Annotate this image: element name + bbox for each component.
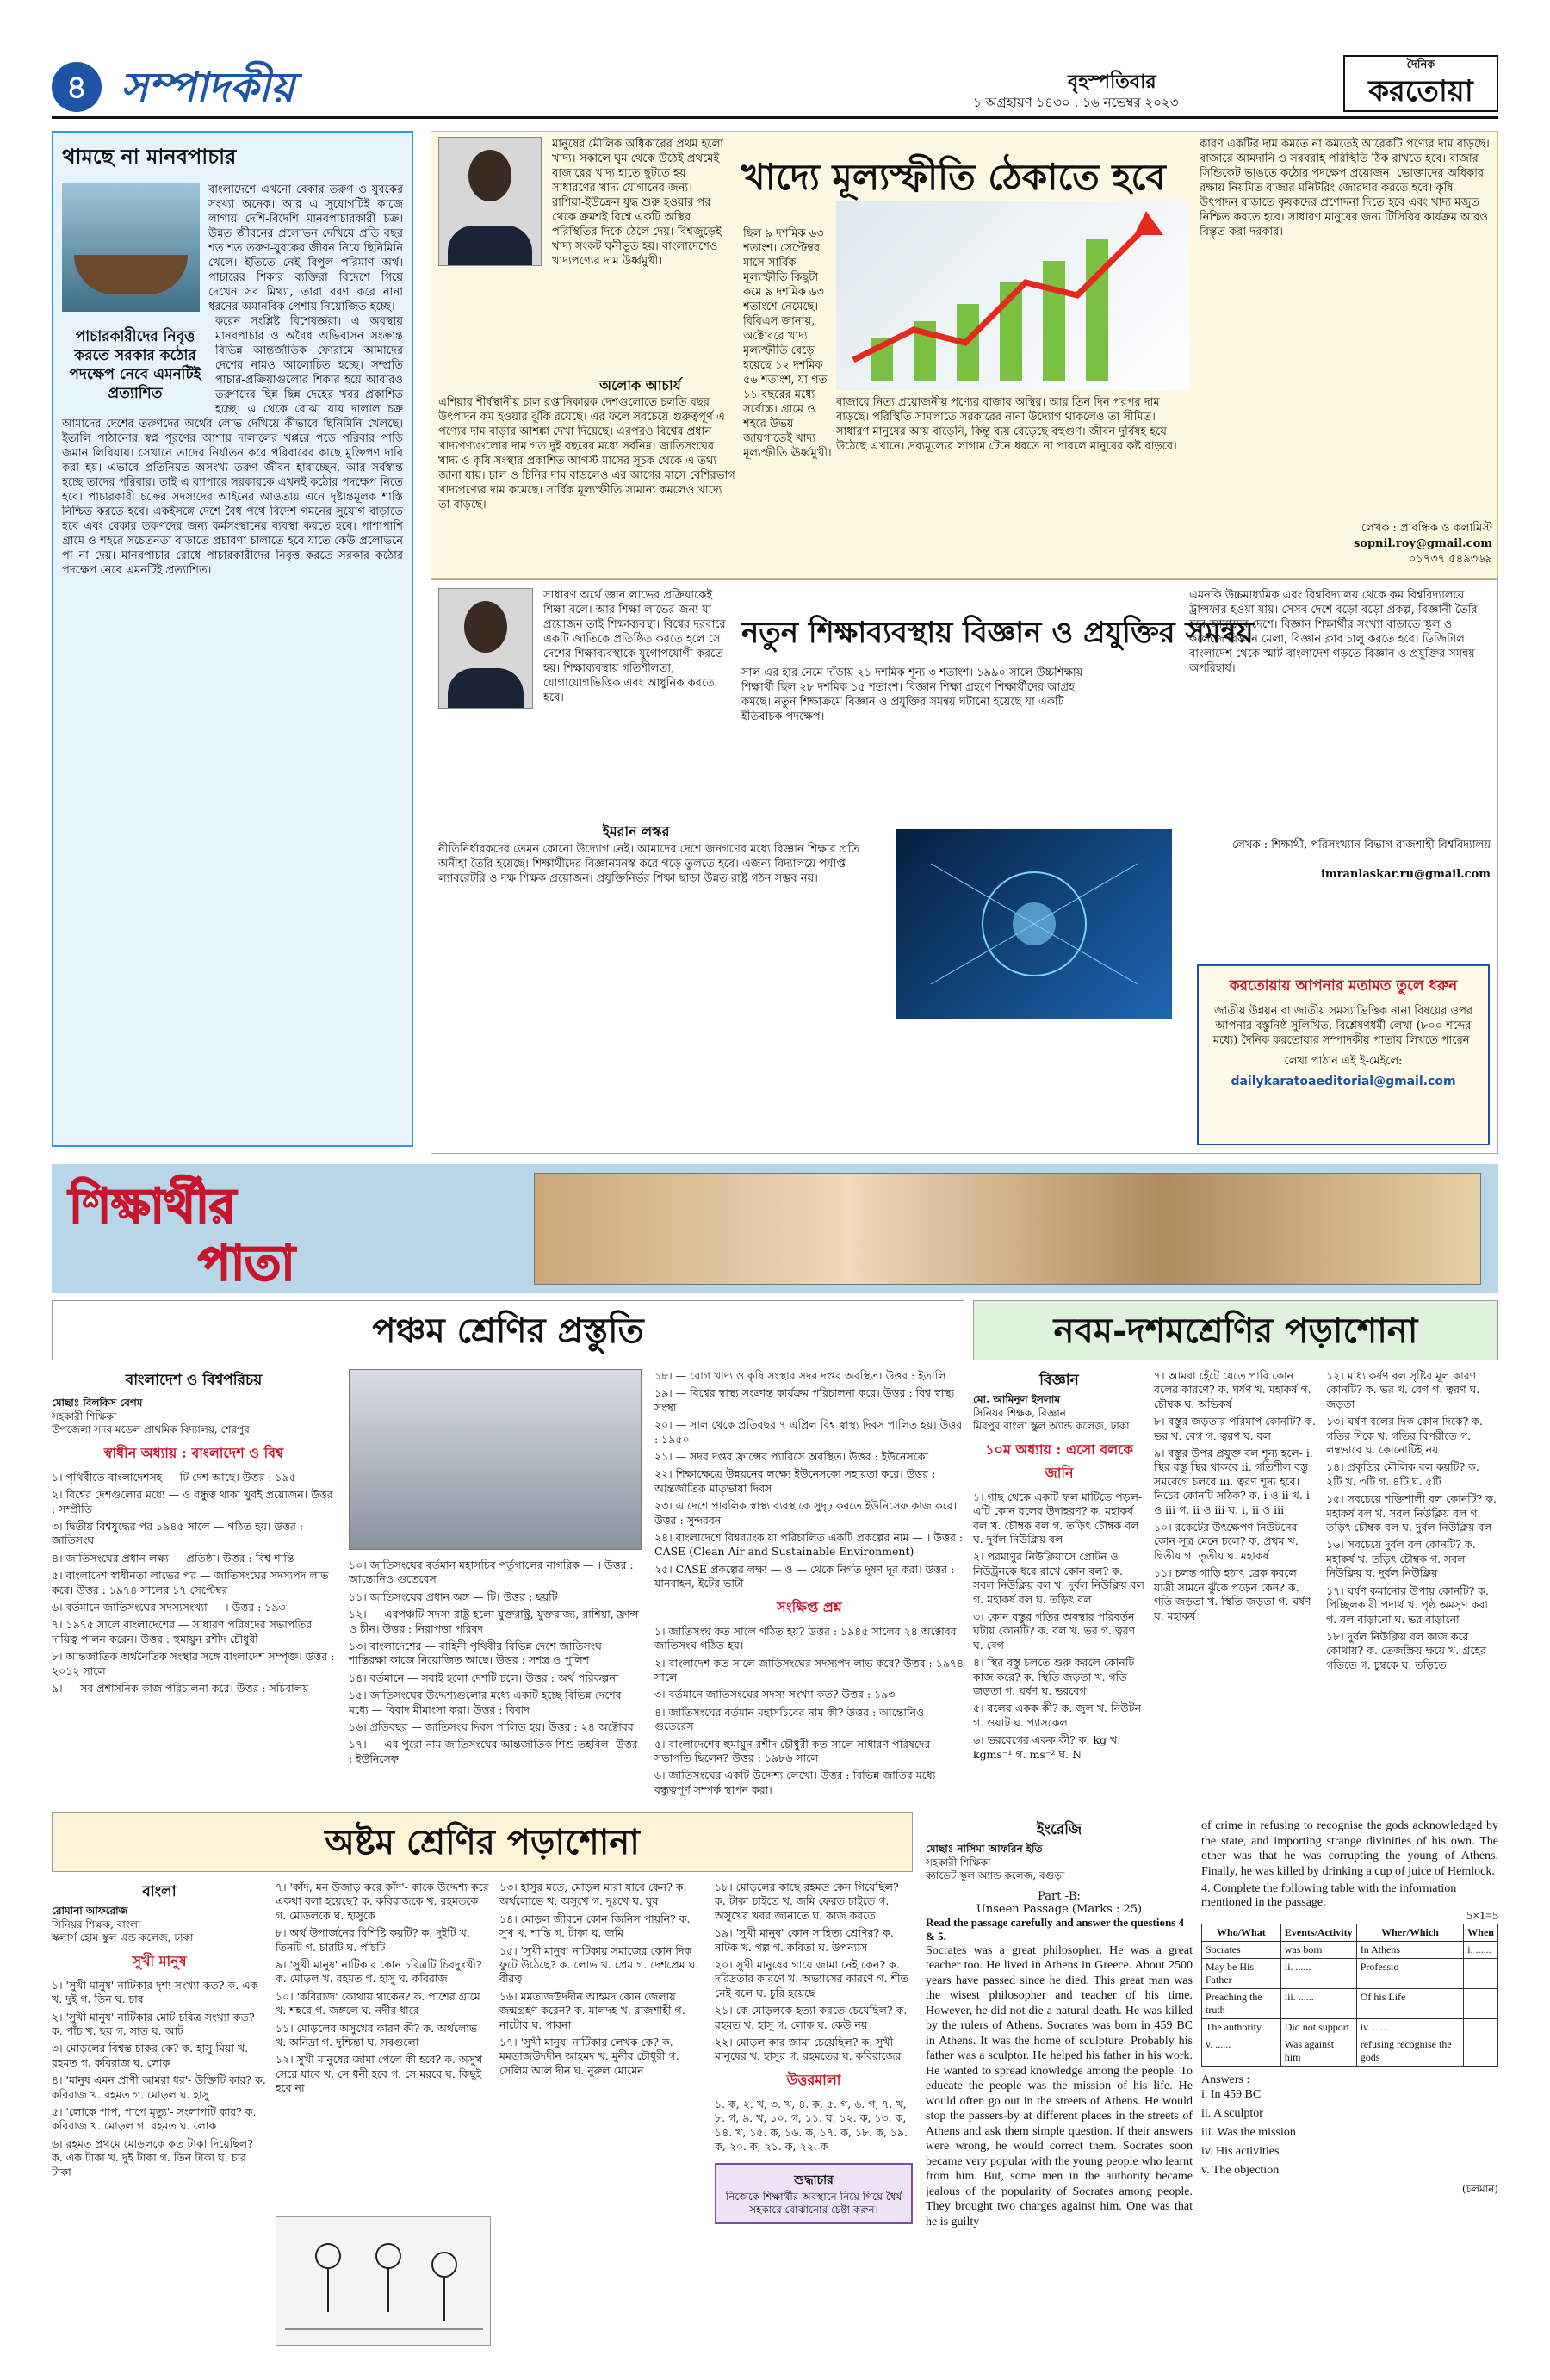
author-photo-imran [438, 588, 533, 709]
english-school: ক্যাডেট স্কুল অ্যান্ড কলেজ, বগুড়া [926, 1869, 1065, 1882]
class9-subject: বিজ্ঞান [1039, 1372, 1079, 1389]
submission-email-label: লেখা পাঠান এই ই-মেইলে: [1284, 1055, 1403, 1068]
submission-body: জাতীয় উন্নয়ন বা জাতীয় সমস্যাভিত্তিক নানা বিষয়ের ওপর আপনার বস্তুনিষ্ঠ সুলিখিত, বিশ্লেষণধর্মী লেখা (৮০০ শব্দের মধ্যে) দৈনিক করতোয়ার সম্পাদকীয় পাতায় লিখতে পারেন। [1212, 1005, 1474, 1047]
class8-questions-1 [52, 1979, 267, 2179]
class9-mcq: ৮। বস্তুর জড়তার পরিমাপ কোনটি? ক. ভর খ. বেগ গ. ত্বরণ ঘ. বল [1154, 1415, 1316, 1442]
table-header-cell: When [1464, 1924, 1498, 1942]
section-title: সম্পাদকীয় [121, 64, 295, 112]
table-cell [1464, 2036, 1498, 2067]
class8-mcq: ৩। মোড়লের বিশ্বস্ত চাকর কে? ক. হাসু মিয়া খ. রহমত গ. কবিরাজ ঘ. লোক [52, 2042, 249, 2069]
class8-mcq: ১৯। 'সুখী মানুষ' কোন সাহিত্য শ্রেণির? ক. নাটক খ. গল্প গ. কবিতা ঘ. উপন্যাস [715, 1926, 894, 1954]
table-cell: The authority [1202, 2019, 1281, 2036]
table-cell: Of his Life [1356, 1989, 1464, 2019]
class9-school: মিরপুর বাংলা স্কুল অ্যান্ড কলেজ, ঢাকা [973, 1420, 1130, 1433]
english-continued: (চলমান) [1461, 2183, 1498, 2195]
table-cell [1464, 1989, 1498, 2019]
table-row [1202, 1959, 1498, 1989]
header-day: বৃহস্পতিবার [1068, 71, 1156, 93]
class8-subject: বাংলা [142, 1883, 177, 1900]
english-passage-2: of crime in refusing to recognise the gods acknowledged by the state, and importing strange divinities of his own. The other was that he was corrupting the young of Athens. Finally, he was killed by drinking a cup of juice of Hemlock. [1201, 1819, 1498, 1878]
class8-mcq: ৪। 'মানুষ এমন প্রাণী আমরা ধর'- উক্তিটি কার? ক. কবিরাজ খ. রহমত গ. মোড়ল ঘ. হাসু [52, 2073, 266, 2101]
class8-teacher: রোমানা আফরোজ [52, 1905, 128, 1917]
students-photo [534, 1173, 1481, 1285]
class8-mcq: ২। 'সুখী মানুষ' নাটিকার মোট চরিত্র সংখ্যা কত? ক. পাঁচ খ. ছয় গ. সাত ঘ. আট [52, 2010, 255, 2037]
trafficking-body-2: করেন সংশ্লিষ্ট বিশেষজ্ঞরা। এ অবস্থায় মানবপাচার ও অবৈধ অভিবাসন সংক্রান্ত বিভিন্ন আন্তর্জাতিক ফোরামে আমাদের দেশের নামও আলোচিত হচ্ছে। সম্প্রতি পাচার-প্রক্রিয়াগুলোর শিকার হয়ে আবারও তরুণদের ছিন্ন ছিন্ন দেহের খবর প্রকাশিত হচ্ছে। এ থেকে বোঝা যায় দালাল চক্র আমাদের দেশের তরুণদের অর্থের লোভ দেখিয়ে কীভাবে ছিনিমিনি খেলছে। ইতালি পাঠানোর স্বপ্ন পূরণের আশায় দালালের খপ্পরে পড়ে পরিবার পাড়ি জমান লিবিয়ায়। সেখানে তাদের নির্যাতন করে পরিবারের কাছে মুক্তিপণ দাবি করা হয়। এভাবে প্রতিনিয়ত অসংখ্য তরুণ জীবন হারাচ্ছেন, আর সর্বস্বান্ত হচ্ছে তাদের পরিবার। তাই এ ব্যাপারে সরকারকে এখনই কঠোর পদক্ষেপ নিতে হবে। পাচারকারী চক্রের সদস্যদের আইনের আওতায় এনে দৃষ্টান্তমূলক শাস্তি নিশ্চিত করতে হবে। একইসঙ্গে দেশে বৈধ পথে বিদেশ গমনের সুযোগ বাড়াতে হবে এবং বেকার তরুণদের জন্য কর্মসংস্থানের ব্যবস্থা করতে হবে। পাশাপাশি গ্রামে ও শহরে সচেতনতা বাড়াতে প্রচারণা চালাতে হবে যাতে কেউ প্রলোভনে পা না দেয়। মানবপাচার রোধে পাচারকারীদের নিবৃত্ত করতে সরকার কঠোর পদক্ষেপ নেবে এমনটিই প্রত্যাশিত। [62, 315, 403, 577]
table-row [1202, 1942, 1498, 1959]
class9-mcq: ৩। কোন বস্তুর গতির অবস্থার পরিবর্তন ঘটায় কোনটি? ক. বল খ. ভর গ. ত্বরণ ঘ. বেগ [973, 1610, 1136, 1652]
class5-question: ২২। শিক্ষাক্ষেত্রে উন্নয়নের লক্ষ্যে ইউনেসকো সহায়তা করে। উত্তর : আন্তর্জাতিক মাতৃভাষা দিবস [654, 1467, 936, 1495]
food-col-4: কারণ একটির দাম কমতে না কমতেই আরেকটি পণ্যের দাম বাড়ছে। বাজারে আমদানি ও সরবরাহ পরিস্থিতি ঠিক রাখতে হবে। বাজার সিন্ডিকেট ভাঙতে কঠোর পদক্ষেপ প্রয়োজন। ভোক্তাদের অধিকার রক্ষায় নিয়মিত বাজার মনিটরিং জোরদার করতে হবে। কৃষি উৎপাদন বাড়াতে কৃষকদের প্রণোদনা দিতে হবে এবং খাদ্য মজুত নিশ্চিত করতে হবে। সাধারণ মানুষের জন্য টিসিবির কার্যক্রম আরও বিস্তৃত করা দরকার। [1200, 138, 1490, 239]
english-answer: i. In 459 BC [1201, 2088, 1262, 2101]
science-col-3: নীতিনির্ধারকদের তেমন কোনো উদ্যোগ নেই। আমাদের দেশে জনগণের মধ্যে বিজ্ঞান শিক্ষার প্রতি অনীহা তৈরি হয়েছে। শিক্ষার্থীদের বিজ্ঞানমনস্ক করে গড়ে তুলতে হবে। এজন্য বিদ্যালয়ে পর্যাপ্ত ল্যাবরেটরি ও দক্ষ শিক্ষক প্রয়োজন। প্রযুক্তিনির্ভর শিক্ষা ছাড়া উন্নত রাষ্ট্র গঠন সম্ভব নয়। [438, 843, 859, 885]
table-cell: Did not support [1280, 2019, 1356, 2036]
english-teacher-role: সহকারী শিক্ষিকা [926, 1856, 991, 1869]
tech-graphic-svg [896, 829, 1172, 1019]
class8-mcq: ৭। 'কাঁদ, মন উজাড় করে কাঁদ'- কাকে উদ্দেশ্য করে একথা বলা হয়েছে? ক. কবিরাজকে খ. রহমতকে গ. মোড়লকে ঘ. হাসুকে [276, 1881, 489, 1922]
class5-col-3 [654, 1369, 964, 1800]
table-cell: refusing recognise the gods [1356, 2036, 1464, 2067]
class8-questions-4 [715, 1881, 913, 2064]
english-table-head [1202, 1924, 1498, 1942]
class5-question: ৪। জাতিসংঘের প্রধান লক্ষ্য — প্রতিষ্ঠা। উত্তর : বিশ্ব শান্তি [52, 1551, 294, 1565]
class5-school: উপজেলা সদর মডেল প্রাথমিক বিদ্যালয়, শেরপুর [52, 1423, 250, 1436]
trafficking-pull-quote: পাচারকারীদের নিবৃত্ত করতে সরকার কঠোর পদক্ষেপ নেবে এমনটিই প্রত্যাশিত [69, 328, 202, 402]
class5-short-question: ১। জাতিসংঘ কত সালে গঠিত হয়? উত্তর : ১৯৪৫ সালের ২৪ অক্টোবর জাতিসংঘ গঠিত হয়। [654, 1624, 957, 1652]
class8-mcq: ১৩। হাসুর মতে, মোড়ল মারা যাবে কেন? ক. অর্থলোভে খ. অসুখে গ. দুঃখে ঘ. ঘুষ [499, 1881, 687, 1908]
table-header-cell: Who/What [1202, 1924, 1281, 1942]
class9-teacher-role: সিনিয়র শিক্ষক, বিজ্ঞান [973, 1406, 1066, 1419]
english-answer: iv. His activities [1201, 2145, 1280, 2158]
english-col-1 [926, 1819, 1193, 2229]
class8-mcq: ১১। মোড়লের অসুখের কারণ কী? ক. অর্থলোভ খ. অনিদ্রা গ. দুশ্চিন্তা ঘ. সবগুলো [276, 2021, 478, 2049]
class8-answers-title: উত্তরমালা [786, 2071, 841, 2088]
class9-mcq: ৭। আমরা হেঁটে যেতে পারি কোন বলের কারণে? ক. ঘর্ষণ খ. মহাকর্ষ গ. চৌম্বক ঘ. অভিকর্ষ [1154, 1369, 1311, 1410]
class8-mcq: ১০। 'কবিরাজ' কোথায় থাকেন? ক. পাশের গ্রামে খ. শহরে গ. জঙ্গলে ঘ. নদীর ধারে [276, 1989, 480, 2017]
science-col-1: সাধারণ অর্থে জ্ঞান লাভের প্রক্রিয়াকেই শিক্ষা বলে। আর শিক্ষা লাভের জন্য যা প্রয়োজন তাই শিক্ষাব্যবস্থা। বিশ্বের দরবারে একটি জাতিকে প্রতিষ্ঠিত করতে হলে সে দেশের শিক্ষাব্যবস্থাকে যুগোপযোগী করতে হয়। শিক্ষাব্যবস্থায় গতিশীলতা, যোগাযোগভিত্তিক এবং আধুনিক করতে হবে। [543, 589, 726, 704]
table-header-cell: Wher/Which [1356, 1924, 1464, 1942]
class9-questions-1 [973, 1491, 1145, 1762]
class8-col-3 [499, 1881, 706, 2081]
english-table-body [1202, 1942, 1498, 2067]
class5-short-question: ৩। বর্তমানে জাতিসংঘের সদস্য সংখ্যা কত? উত্তর : ১৯৩ [654, 1688, 896, 1701]
food-phone: ০১৭৩৭ ৫৪৯৩৬৯ [1408, 553, 1492, 566]
header-rule [52, 116, 1498, 119]
food-col-3: বাজারে নিত্য প্রয়োজনীয় পণ্যের বাজার অস্থির। আর তিন দিন পরপর দাম বাড়ছে। পরিস্থিতি সামলাতে সরকারের নানা উদ্যোগ থাকলেও তা সীমিত। সাধারণ মানুষের আয় বাড়েনি, কিন্তু ব্যয় বেড়েছে বহুগুণ। জীবন দুর্বিষহ হয়ে উঠেছে এখানে। দ্রব্যমূল্যের লাগাম টেনে ধরতে না পারলে মানুষের কষ্ট বাড়বে। [836, 396, 1177, 453]
table-cell: ii. ...... [1280, 1959, 1356, 1989]
table-row [1202, 2019, 1498, 2036]
class8-answers: ১. ক, ২. খ, ৩. খ, ৪. ক, ৫. গ, ৬. গ, ৭. খ, ৮. গ, ৯. খ, ১০. গ, ১১. ঘ, ১২. ক, ১৩. ক, ১৪. খ, ১৫. ক, ১৬. ক, ১৭. ক, ১৮. ক, ১৯. ক, ২০. ক, ২১. ক, ২২. ক [715, 2097, 908, 2154]
class5-questions-3 [654, 1369, 964, 1591]
sketch-svg [276, 2217, 492, 2346]
food-col-1: এশিয়ার শীর্ষস্থানীয় চাল রপ্তানিকারক দেশগুলোতে চলতি বছর উৎপাদন কম হওয়ার ঝুঁকি রয়েছে। এর ফলে সবচেয়ে গুরুত্বপূর্ণ এ পণ্যের দাম বাড়ার আশঙ্কা দেখা দিয়েছে। এরপরও বিশ্বের প্রধান খাদ্যপণ্যগুলোর দাম গত দুই বছরের মধ্যে সর্বনিম্ন। জাতিসংঘের খাদ্য ও কৃষি সংস্থার প্রকাশিত আগস্ট মাসের সূচক থেকে এ তথ্য জানা যায়। চাল ও চিনির দাম বাড়লেও এর আগের মাসে বেশিরভাগ খাদ্যপণ্যের দাম কমেছে। সার্বিক মূল্যস্ফীতি সামান্য কমলেও খাদ্যে তা বাড়ছে। [438, 396, 735, 511]
english-col-2 [1201, 1819, 1498, 2199]
class5-short-question: ২। বাংলাদেশ কত সালে জাতিসংঘের সদস্যপদ লাভ করে? উত্তর : ১৯৭৪ সালে [654, 1656, 964, 1683]
class9-mcq: ৪। স্থির বস্তু চলতে শুরু করলে কোনটি কাজ করে? ক. স্থিতি জড়তা খ. গতি জড়তা গ. ঘর্ষণ ঘ. ভরবেগ [973, 1656, 1135, 1698]
class8-mcq: ১৮। মোড়লের কাছে রহমত কেন গিয়েছিল? ক. টাকা চাইতে খ. জমি ফেরত চাইতে গ. অসুখের খবর জানাতে ঘ. কাজ করতে [715, 1881, 899, 1922]
class9-mcq: ১১। চলন্ত গাড়ি হঠাৎ ব্রেক করলে যাত্রী সামনে ঝুঁকে পড়েন কেন? ক. গতি জড়তা খ. স্থিতি জড়তা গ. ঘর্ষণ ঘ. মহাকর্ষ [1154, 1566, 1311, 1622]
table-cell: In Athens [1356, 1942, 1464, 1959]
class8-teacher-role: সিনিয়র শিক্ষক, বাংলা [52, 1918, 141, 1931]
table-row [1202, 2036, 1498, 2067]
class8-chapter: সুখী মানুষ [132, 1952, 187, 1969]
food-lead: মানুষের মৌলিক অধিকারের প্রথম হলো খাদ্য। সকালে ঘুম থেকে উঠেই প্রথমেই বাজারের খাদ্য হাতে ছুটতে হয় সাধারণের খাদ্য যোগানের জন্য। রাশিয়া-ইউক্রেন যুদ্ধ শুরু হওয়ার পর থেকে ক্রমশই বিশ্বে একটি অস্থির পরিস্থিতির দিকে ঠেলে দেয়। বিশ্বজুড়েই খাদ্য সংকট ঘনীভূত হয়। বাংলাদেশেও খাদ্যপণ্যের দাম উর্ধ্বমুখী। [552, 138, 724, 268]
class5-short-title: সংক্ষিপ্ত প্রশ্ন [777, 1598, 842, 1615]
class9-col-3 [1326, 1369, 1498, 1676]
class8-mcq: ১২। সুখী মানুষের জামা পেলে কী হবে? ক. অসুখ সেরে যাবে খ. সে ধনী হবে গ. সে মরবে ঘ. কিছুই হবে না [276, 2053, 483, 2095]
logo-small: দৈনিক [1406, 59, 1435, 71]
header-date: ১ অগ্রহায়ণ ১৪৩০ : ১৬ নভেম্বর ২০২৩ [973, 95, 1179, 110]
trafficking-editorial [52, 131, 413, 1147]
class5-question: ৮। আন্তর্জাতিক অর্থনৈতিক সংস্থার সঙ্গে বাংলাদেশ সম্পৃক্ত। উত্তর : ২০১২ সালে [52, 1650, 335, 1677]
class8-mcq: ১৬। মমতাজউদদীন আহমদ কোন জেলায় জন্মগ্রহণ করেন? ক. মালদহ খ. রাজশাহী গ. নাটোর ঘ. পাবনা [499, 1989, 685, 2031]
class9-chapter: ১০ম অধ্যায় : এসো বলকে জানি [985, 1441, 1133, 1481]
class5-chapter: স্বাধীন অধ্যায় : বাংলাদেশ ও বিশ্ব [103, 1444, 284, 1461]
class8-note-box [715, 2163, 913, 2224]
english-passage-label: Unseen Passage (Marks : 25) [976, 1902, 1143, 1916]
food-inflation-article [431, 131, 1498, 579]
class5-questions-1 [52, 1471, 336, 1696]
newspaper-logo [1343, 55, 1498, 112]
table-row [1202, 1989, 1498, 2019]
table-cell: Preaching the truth [1202, 1989, 1281, 2019]
class8-col-1 [52, 1881, 267, 2183]
table-cell: was born [1280, 1942, 1356, 1959]
class8-note: নিজেকে শিক্ষার্থীর অবস্থানে নিয়ে গিয়ে ধৈর্য সহকারে বোঝানোর চেষ্টা করুন। [725, 2190, 902, 2216]
class8-mcq: ১৪। মোড়ল জীবনে কোন জিনিস পায়নি? ক. সুখ খ. শান্তি গ. টাকা ঘ. জমি [499, 1912, 691, 1940]
class5-question: ৯। — সব প্রশাসনিক কাজ পরিচালনা করে। উত্তর : সচিবালয় [52, 1682, 309, 1695]
submission-email[interactable]: dailykaratoaeditorial@gmail.com [1231, 1075, 1456, 1088]
class9-teacher: মো. আমিনুল ইসলাম [973, 1393, 1060, 1405]
author-imran: ইমরান লস্কর [602, 823, 670, 840]
table-cell: iv. ...... [1356, 2019, 1464, 2036]
class9-questions-3 [1326, 1369, 1498, 1672]
english-teacher: মোছাঃ নাসিমা আফরিন ইতি [926, 1843, 1043, 1855]
page-number: ৪ [52, 62, 102, 112]
food-signature: লেখক : প্রাবন্ধিক ও কলামিস্ট [1361, 522, 1492, 535]
class5-questions-2 [349, 1559, 642, 1766]
class8-sketch [276, 2216, 491, 2346]
submission-box [1197, 964, 1490, 1145]
table-cell [1464, 2019, 1498, 2036]
science-email: imranlaskar.ru@gmail.com [1320, 868, 1491, 881]
class9-mcq: ২। পরমাণুর নিউক্লিয়াসে প্রোটন ও নিউট্রনকে ধরে রাখে কোন বল? ক. সবল নিউক্লিয় বল খ. দুর্বল নিউক্লিয় বল গ. মহাকর্ষ বল ঘ. তড়িৎ বল [973, 1550, 1144, 1606]
class8-heading: অষ্টম শ্রেণির পড়াশোনা [52, 1812, 913, 1872]
inflation-arrow-graphic [836, 201, 1189, 390]
table-cell: v. ...... [1202, 2036, 1281, 2067]
class5-question: ১। পৃথিবীতে বাংলাদেশসহ — টি দেশ আছে। উত্তর : ১৯৫ [52, 1470, 296, 1484]
class8-col-2 [276, 1881, 491, 2099]
class5-question: ২। বিশ্বের দেশগুলোর মধ্যে — ও বন্ধুত্ব থাকা খুবই প্রয়োজন। উত্তর : সম্প্রীতি [52, 1488, 333, 1515]
inflation-graphic-svg [836, 201, 1189, 390]
english-answers [1201, 2087, 1498, 2179]
table-header-cell: Events/Activity [1280, 1924, 1356, 1942]
english-part: Part -B: [1038, 1889, 1081, 1903]
class5-short-question: ৪। জাতিসংঘের বর্তমান মহাসচিবের নাম কী? উত্তর : আন্তোনিও গুতেরেস [654, 1705, 925, 1733]
class9-mcq: ১৪। প্রকৃতির মৌলিক বল কয়টি? ক. ২টি খ. ৩টি গ. ৪টি ঘ. ৫টি [1326, 1460, 1479, 1488]
class5-question: ৬। বর্তমানে জাতিসংঘের সদস্যসংখ্যা — । উত্তর : ১৯৩ [52, 1601, 286, 1615]
class9-questions-2 [1154, 1369, 1318, 1623]
class8-mcq: ২০। সুখী মানুষের গায়ে জামা নেই কেন? ক. দরিদ্রতার কারণে খ. অভ্যাসের কারণে গ. শীত নেই বলে ঘ. চুরি হয়েছে [715, 1958, 908, 1999]
class8-questions-3 [499, 1881, 706, 2078]
english-marks: 5×1=5 [1466, 1910, 1498, 1923]
class5-question: ১১। জাতিসংঘের প্রধান অঙ্গ — টি। উত্তর : ছয়টি [349, 1590, 558, 1603]
class5-question: ৭। ১৯৭৫ সালে বাংলাদেশের — সাধারণ পরিষদের সভাপতির দায়িত্ব পালন করেন। উত্তর : হুমায়ুন রশীদ চৌধুরী [52, 1618, 313, 1646]
english-table [1201, 1924, 1498, 2067]
class5-short-question: ৫। বাংলাদেশের হুমায়ুন রশীদ চৌধুরী কত সালে সাধারণ পরিষদের সভাপতি ছিলেন? উত্তর : ১৯৮৬ সালে [654, 1737, 931, 1764]
class8-mcq: ৫। 'লোকে পাপ, পাপে মৃত্যু'- সংলাপটি কার? ক. কবিরাজ খ. মোড়ল গ. রহমত ঘ. লোক [52, 2105, 257, 2133]
table-cell: Socrates [1202, 1942, 1281, 1959]
class8-school: স্কলার্স হোম স্কুল এন্ড কলেজ, ঢাকা [52, 1931, 194, 1944]
english-passage: Socrates was a great philosopher. He was a great teacher too. He lived in Athens in Greece. About 2500 years have passed since he died. This great man was the wisest philosopher and teacher of his time. However, he did not die a natural death. He was killed by the rulers of Athens. Socrates was born in 459 BC in Athens. It was the home of sculpture. Probably his father was a sculptor. He helped his father in his work. He wanted to spread knowledge among the people. To educate the people was the mission of his life. He would often go out in the streets of Athens. He would stop the passers-by at different places in the streets of Athens and ask them simple question. If their answers were wrong, he would correct them. Socrates soon became very popular with the young people who learnt from him. But, some men in the authority became jealous of the popularity of Socrates among people. They brought two charges against him. One was that he is guilty [926, 1943, 1193, 2228]
food-email: sopnil.roy@gmail.com [1353, 537, 1492, 550]
science-col-2: সাল এর হার নেমে দাঁড়ায় ২১ দশমিক শূন্য ৩ শতাংশ। ১৯৯০ সালে উচ্চশিক্ষায় শিক্ষার্থী ছিল ২৮ দশমিক ১৫ শতাংশ। বিজ্ঞান শিক্ষা গ্রহণে শিক্ষার্থীদের আগ্রহ কমছে। নতুন শিক্ষাক্রমে বিজ্ঞান ও প্রযুক্তির সমন্বয় ঘটানো হয়েছে যা একটি ইতিবাচক পদক্ষেপ। [741, 666, 1083, 723]
class5-teacher-role: সহকারী শিক্ষিকা [52, 1410, 117, 1422]
class5-short-question: ৬। জাতিসংঘের একটি উদ্দেশ্য লেখো। উত্তর : বিভিন্ন জাতির মধ্যে বন্ধুত্বপূর্ণ সম্পর্ক স্থাপন করা। [654, 1769, 936, 1796]
class9-mcq: ১৮। দুর্বল নিউক্লিয় বল কাজ করে কোথায়? ক. তেজস্ক্রিয় ক্ষয়ে খ. গ্রহের গতিতে গ. চুম্বকে ঘ. তড়িতে [1326, 1629, 1486, 1671]
trafficking-body-1: বাংলাদেশে এখনো বেকার তরুণ ও যুবকের সংখ্যা অনেক। আর এ সুযোগটিই কাজে লাগায় দেশি-বিদেশি মানবপাচারকারী চক্র। উন্নত জীবনের প্রলোভন দেখিয়ে প্রতি বছর শত শত তরুণ-যুবকের জীবন নিয়ে ছিনিমিনি খেলে। ইতিতে নেই বিপুল পরিমাণ অর্থ। পাচারের শিকার ব্যক্তিরা বিদেশে গিয়ে দেখেন সব মিথ্যা, তারা বরণ করে নানা ধরনের অমানবিক পেশায় নিয়োজিত হচ্ছে। [208, 183, 403, 313]
table-cell [1464, 1959, 1498, 1989]
author-photo-alok [438, 137, 542, 266]
class8-mcq: ২১। কে মোড়লকে হত্যা করতে চেয়েছিল? ক. রহমত খ. হাসু গ. লোক ঘ. কেউ নয় [715, 2004, 908, 2031]
class8-mcq: ৯। 'সুখী মানুষ' নাটিকার কোন চরিত্রটি চিরদুঃখী? ক. মোড়ল খ. রহমত গ. হাসু ঘ. কবিরাজ [276, 1958, 482, 1986]
class9-mcq: ৯। বস্তুর উপর প্রযুক্ত বল শূন্য হলে- i. স্থির বস্তু স্থির থাকবে ii. গতিশীল বস্তু সমবেগে চলবে iii. ত্বরণ শূন্য হবে। নিচের কোনটি সঠিক? ক. i ও ii খ. i ও iii গ. ii ও iii ঘ. i, ii ও iii [1154, 1447, 1313, 1516]
science-signature: লেখক : শিক্ষার্থী, পরিসংখ্যান বিভাগ রাজশাহী বিশ্ববিদ্যালয় [1231, 839, 1491, 852]
banner-title-2: পাতা [198, 1235, 295, 1292]
class5-question: ১০। জাতিসংঘের বর্তমান মহাসচিব পর্তুগালের নাগরিক — । উত্তর : আন্তোনিও গুতেরেস [349, 1559, 634, 1586]
class5-question: ১৫। জাতিসংঘের উদ্দেশ্যগুলোর মধ্যে একটি হচ্ছে বিভিন্ন দেশের মধ্যে — বিবাদ মীমাংসা করা। উত্তর : বিবাদ [349, 1689, 622, 1716]
class8-mcq: ২২। মোড়ল কার জামা চেয়েছিল? ক. সুখী মানুষের খ. হাসুর গ. রহমতের ঘ. কবিরাজের [715, 2036, 902, 2063]
english-q4: 4. Complete the following table with the information mentioned in the passage. [1201, 1882, 1457, 1909]
class5-question: ৫। বাংলাদেশ স্বাধীনতা লাভের পর — জাতিসংঘের সদস্যপদ লাভ করে। উত্তর : ১৯৭৪ সালের ১৭ সেপ্টেম্বর [52, 1569, 329, 1596]
class5-question: ১৯। — বিশ্বের স্বাস্থ্য সংক্রান্ত কার্যক্রম পরিচালনা করে। উত্তর : বিশ্ব স্বাস্থ্য সংস্থা [654, 1386, 955, 1414]
class5-question: ১৭। — এর পুরো নাম জাতিসংঘের আন্তর্জাতিক শিশু তহবিল। উত্তর : ইউনিসেফ [349, 1738, 638, 1765]
trafficking-title: থামছে না মানবপাচার [62, 144, 237, 169]
class5-question: ৩। দ্বিতীয় বিশ্বযুদ্ধের পর ১৯৪৫ সালে — গঠিত হয়। উত্তর : জাতিসংঘ [52, 1520, 304, 1547]
class8-mcq: ১। 'সুখী মানুষ' নাটিকার দৃশ্য সংখ্যা কত? ক. এক খ. দুই গ. তিন ঘ. চার [52, 1978, 258, 2006]
class5-question: ২৫। CASE প্রকল্পের লক্ষ্য — ও — থেকে নির্গত দূষণ দূর করা। উত্তর : যানবাহন, ইটের ভাটা [654, 1562, 955, 1590]
class5-question: ১৩। বাংলাদেশের — বাহিনী পৃথিবীর বিভিন্ন দেশে জাতিসংঘ শান্তিরক্ষা কাজে নিয়োজিত আছে। উত্তর : সশস্ত্র ও পুলিশ [349, 1639, 602, 1667]
author-alok: অলোক আচার্য [599, 377, 681, 394]
class5-question: ১২। — এরপঞ্চটি সদস্য রাষ্ট্র হলো যুক্তরাষ্ট্র, যুক্তরাজ্য, রাশিয়া, ফ্রান্স ও চীন। উত্তর : নিরাপত্তা পরিষদ [349, 1608, 639, 1635]
class5-col-1 [52, 1369, 336, 1699]
class5-question: ১৮। — রোগ খাদ্য ও কৃষি সংস্থার সদর দপ্তর অবস্থিত। উত্তর : ইতালি [654, 1369, 946, 1382]
class9-mcq: ১। গাছ থেকে একটি ফল মাটিতে পড়ল- এটি কোন বলের উদাহরণ? ক. মহাকর্ষ বল খ. চৌম্বক বল গ. তড়িৎ চৌম্বক বল ঘ. দুর্বল নিউক্লিয় বল [973, 1490, 1143, 1546]
class5-question: ২৩। এ দেশে পাবলিক স্বাস্থ্য ব্যবস্থাকে সুদৃঢ় করতে ইউনিসেফ কাজ করে। উত্তর : সুন্দরবন [654, 1499, 958, 1527]
banner-title-1: শিক্ষার্থীর [69, 1178, 236, 1235]
class5-subject: বাংলাদেশ ও বিশ্বপরিচয় [125, 1372, 263, 1389]
class5-short-questions [654, 1625, 964, 1797]
science-tech-photo [896, 829, 1172, 1019]
table-cell: Professio [1356, 1959, 1464, 1989]
table-cell: Was against him [1280, 2036, 1356, 2067]
class5-heading: পঞ্চম শ্রেণির প্রস্তুতি [52, 1300, 964, 1360]
class9-mcq: ১২। মাধ্যাকর্ষণ বল সৃষ্টির মূল কারণ কোনটি? ক. ভর খ. বেগ গ. ত্বরণ ঘ. জড়তা [1326, 1369, 1480, 1410]
english-answer: ii. A sculptor [1201, 2107, 1263, 2120]
submission-title: করতোয়ায় আপনার মতামত তুলে ধরুন [1229, 977, 1458, 995]
food-inflation-title: খাদ্যে মূল্যস্ফীতি ঠেকাতে হবে [741, 156, 1166, 198]
class8-col-4 [715, 1881, 913, 2224]
class9-col-1 [973, 1369, 1145, 1765]
class5-col-2 [349, 1559, 642, 1770]
class5-question: ১৪। বর্তমানে — সবাই হলো দেশটি চলে। উত্তর : অর্থ পরিকল্পনা [349, 1670, 619, 1684]
class5-students-photo [349, 1369, 642, 1550]
class9-mcq: ১৫। সবচেয়ে শক্তিশালী বল কোনটি? ক. মহাকর্ষ বল খ. সবল নিউক্লিয় বল গ. তড়িৎ চৌম্বক বল ঘ. দুর্বল নিউক্লিয় বল [1326, 1492, 1497, 1534]
class9-mcq: ৫। বলের একক কী? ক. জুল খ. নিউটন গ. ওয়াট ঘ. প্যাসকেল [973, 1701, 1142, 1729]
class5-question: ১৬। প্রতিবছর — জাতিসংঘ দিবস পালিত হয়। উত্তর : ২৪ অক্টোবর [349, 1720, 634, 1734]
table-cell: i. ...... [1464, 1942, 1498, 1959]
class9-mcq: ১৬। সবচেয়ে দুর্বল বল কোনটি? ক. মহাকর্ষ খ. তড়িৎ চৌম্বক গ. সবল নিউক্লিয় ঘ. দুর্বল নিউক্লিয় [1326, 1538, 1476, 1580]
student-page-banner [52, 1164, 1498, 1293]
class9-heading: নবম-দশমশ্রেণির পড়াশোনা [973, 1300, 1498, 1360]
class5-question: ২০। — সাল থেকে প্রতিবছর ৭ এপ্রিল বিশ্ব স্বাস্থ্য দিবস পালিত হয়। উত্তর : ১৯৫০ [654, 1418, 963, 1446]
english-subject: ইংরেজি [1036, 1821, 1082, 1838]
table-cell: May be His Father [1202, 1959, 1281, 1989]
class8-mcq: ১৭। 'সুখী মানুষ' নাটিকার লেখক কে? ক. মমতাজউদদীন আহমদ খ. মুনীর চৌধুরী গ. সেলিম আল দীন ঘ. নুরুল মোমেন [499, 2036, 679, 2077]
class9-col-2 [1154, 1369, 1318, 1627]
english-answer: v. The objection [1201, 2164, 1280, 2177]
science-title: নতুন শিক্ষাব্যবস্থায় বিজ্ঞান ও প্রযুক্তির সমন্বয় [741, 616, 1254, 650]
english-instruction: Read the passage carefully and answer the questions 4 & 5. [926, 1915, 1184, 1943]
class9-mcq: ১৩। ঘর্ষণ বলের দিক কোন দিকে? ক. গতির দিকে খ. গতির বিপরীতে গ. লম্বভাবে ঘ. কোনোটিই নয় [1326, 1415, 1484, 1457]
table-cell: iii. ...... [1280, 1989, 1356, 2019]
class9-mcq: ৬। ভরবেগের একক কী? ক. kg খ. kgms⁻¹ গ. ms⁻² ঘ. N [973, 1733, 1121, 1761]
class8-mcq: ৮। অর্থ উপার্জনের বিশিষ্টি কয়টি? ক. দুইটি খ. তিনটি গ. চারটি ঘ. পাঁচটি [276, 1926, 470, 1954]
class9-mcq: ১০। রকেটের উৎক্ষেপণ নিউটনের কোন সূত্র মেনে চলে? ক. প্রথম খ. দ্বিতীয় গ. তৃতীয় ঘ. মহাকর্ষ [1154, 1521, 1299, 1562]
class5-teacher: মোছাঃ বিলকিস বেগম [52, 1397, 143, 1409]
class5-question: ২৪। বাংলাদেশে বিশ্বব্যাংক যা পরিচালিত একটি প্রকল্পের নাম — । উত্তর : CASE (Clean Air and Sustainable Environment) [654, 1531, 964, 1559]
class8-note-title: শুদ্ধাচার [794, 2172, 834, 2187]
class8-mcq: ১৫। 'সুখী মানুষ' নাটিকায় সমাজের কোন দিক ফুটে উঠেছে? ক. লোভ খ. প্রেম গ. দেশপ্রেম ঘ. বীরত্ব [499, 1943, 699, 1986]
class9-mcq: ১৭। ঘর্ষণ কমানোর উপায় কোনটি? ক. পিচ্ছিলকারী পদার্থ খ. পৃষ্ঠ অমসৃণ করা গ. বল বাড়ানো ঘ. ভর বাড়ানো [1326, 1584, 1489, 1626]
class5-question: ২১। — সদর দপ্তর ফ্রান্সের প্যারিসে অবস্থিত। উত্তর : ইউনেসকো [654, 1450, 929, 1464]
english-answers-title: Answers : [1201, 2073, 1250, 2086]
english-answer: iii. Was the mission [1201, 2126, 1296, 2139]
class8-questions-2 [276, 1881, 491, 2096]
science-col-4: এমনকি উচ্চমাধ্যমিক এবং বিশ্ববিদ্যালয় থেকে কম বিশ্ববিদ্যালয়ে ট্রান্সফার হওয়া যায়। সেসব দেশে বড়ো বড়ো প্রকল্প, বিজ্ঞানী তৈরি হবে আমাদের দেশে। বিজ্ঞান শিক্ষার্থীর সংখ্যা বাড়াতে স্কুল ও কলেজে বিজ্ঞান মেলা, বিজ্ঞান ক্লাব চালু করতে হবে। ডিজিটাল বাংলাদেশ থেকে স্মার্ট বাংলাদেশ গড়তে বিজ্ঞান ও প্রযুক্তির সমন্বয় অপরিহার্য। [1189, 589, 1478, 675]
logo-name: করতোয়া [1368, 74, 1473, 108]
food-col-2: ছিল ৯ দশমিক ৬৩ শতাংশ। সেপ্টেম্বর মাসে সার্বিক মূল্যস্ফীতি কিছুটা কমে ৯ দশমিক ৬৩ শতাংশে নেমেছে। বিবিএস জানায়, অক্টোবরে খাদ্য মূল্যস্ফীতি বেড়ে হয়েছে ১২ দশমিক ৫৬ শতাংশ, যা গত ১১ বছরের মধ্যে সর্বোচ্চ। গ্রামে ও শহরে উভয় জায়গাতেই খাদ্য মূল্যস্ফীতি ঊর্ধ্বমুখী। [743, 227, 832, 460]
class8-mcq: ৬। রহমত প্রথমে মোড়লকে কত টাকা দিয়েছিল? ক. এক টাকা খ. দুই টাকা গ. তিন টাকা ঘ. চার টাকা [52, 2136, 253, 2179]
migrant-boat-photo [62, 183, 200, 312]
